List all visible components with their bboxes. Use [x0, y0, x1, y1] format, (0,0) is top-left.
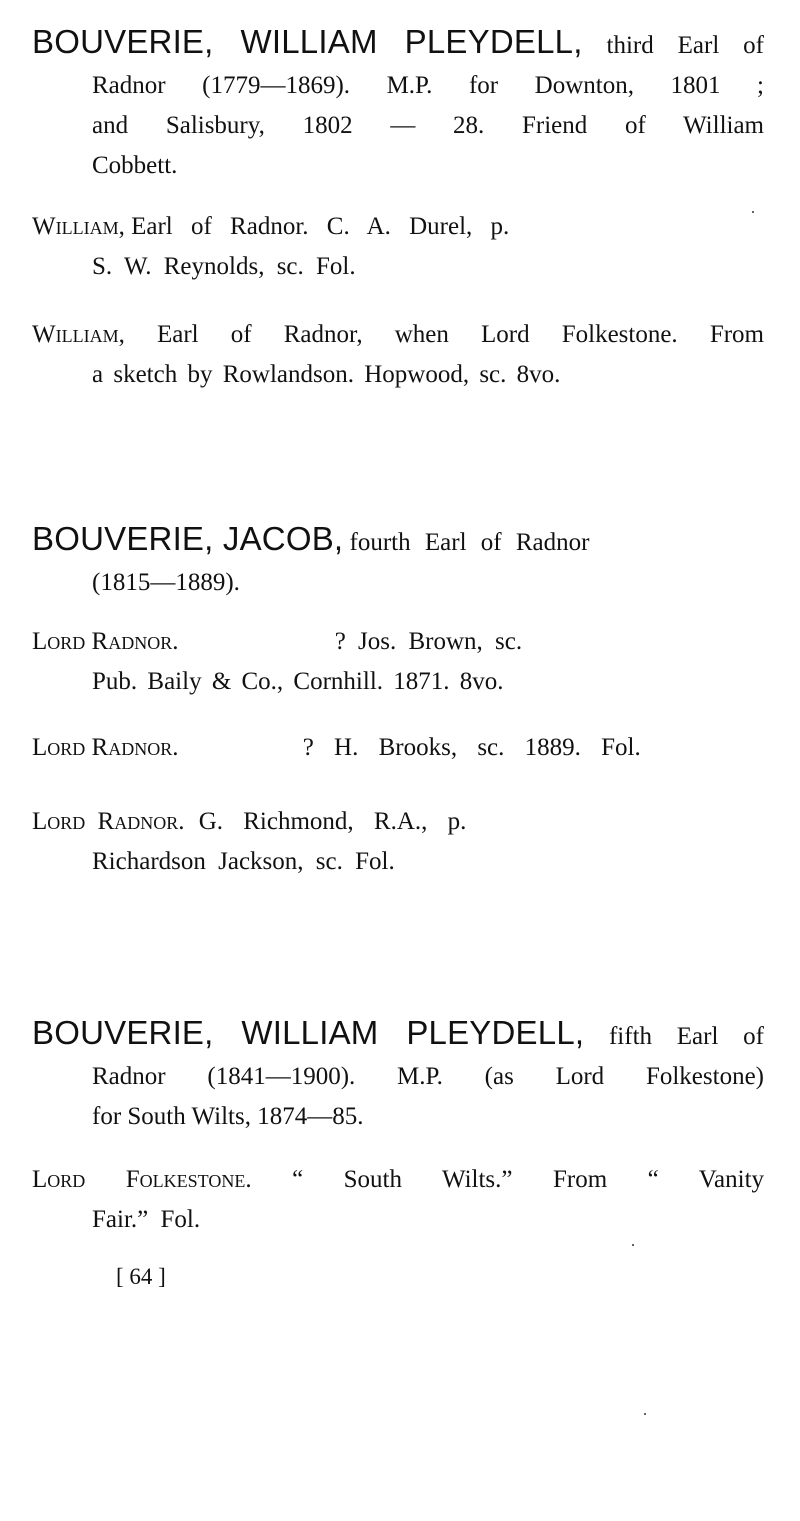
- entry-fifth-earl: [32, 1013, 764, 1137]
- entry-heading-line: Radnor (1779—1869). M.P. for Downton, 1801 ;: [92, 72, 764, 99]
- scan-speck: [644, 1413, 646, 1415]
- entry-name: BOUVERIE, WILLIAM PLEYDELL,: [32, 23, 583, 60]
- portrait-line: Pub. Baily & Co., Cornhill. 1871. 8vo.: [92, 668, 504, 695]
- entry-name: BOUVERIE, WILLIAM PLEYDELL,: [32, 1014, 585, 1051]
- portrait-caption: William,: [32, 213, 125, 240]
- entry-title: third Earl of: [606, 32, 765, 59]
- portrait-details: ? Jos. Brown, sc.: [334, 628, 523, 655]
- portrait-line: S. W. Reynolds, sc. Fol.: [92, 253, 356, 280]
- entry-heading-line: [32, 519, 764, 563]
- portrait-entry: [32, 728, 764, 768]
- entry-heading-line: [32, 22, 764, 66]
- entry-title: fourth Earl of Radnor: [349, 529, 590, 556]
- portrait-line: [32, 728, 764, 768]
- portrait-entry: [32, 315, 764, 395]
- portrait-entry: [32, 1160, 764, 1240]
- entry-fourth-earl: [32, 519, 764, 603]
- entry-heading-line: [32, 1013, 764, 1057]
- scan-speck: [632, 1244, 634, 1246]
- entry-heading-line: Cobbett.: [92, 152, 178, 179]
- portrait-line: [32, 207, 764, 247]
- entry-third-earl: [32, 22, 764, 186]
- portrait-caption: Lord Radnor.: [32, 628, 179, 655]
- portrait-details: “ South Wilts.” From “ Vanity: [292, 1166, 765, 1193]
- portrait-details: Earl of Radnor, when Lord Folkestone. From: [156, 321, 764, 348]
- portrait-line: [32, 802, 764, 842]
- portrait-line: [32, 1160, 764, 1200]
- portrait-details: ? H. Brooks, sc. 1889. Fol.: [302, 734, 641, 761]
- portrait-line: a sketch by Rowlandson. Hopwood, sc. 8vo.: [92, 361, 561, 388]
- portrait-entry: [32, 622, 764, 702]
- portrait-details: Earl of Radnor. C. A. Durel, p.: [131, 213, 510, 240]
- portrait-caption: William,: [32, 321, 125, 348]
- portrait-caption: Lord Radnor.: [32, 808, 185, 835]
- entry-heading-line: and Salisbury, 1802 — 28. Friend of William: [92, 112, 764, 139]
- portrait-entry: [32, 802, 764, 882]
- portrait-line: Richardson Jackson, sc. Fol.: [92, 848, 395, 875]
- portrait-entry: [32, 207, 764, 287]
- scan-speck: [752, 211, 754, 213]
- entry-heading-line: (1815—1889).: [92, 569, 240, 596]
- portrait-line: [32, 622, 764, 662]
- entry-heading-line: for South Wilts, 1874—85.: [92, 1103, 364, 1130]
- portrait-line: Fair.” Fol.: [92, 1206, 201, 1233]
- entry-heading-line: Radnor (1841—1900). M.P. (as Lord Folkestone): [92, 1063, 764, 1090]
- portrait-caption: Lord Radnor.: [32, 734, 179, 761]
- page-number: [ 64 ]: [116, 1264, 166, 1289]
- portrait-details: G. Richmond, R.A., p.: [198, 808, 467, 835]
- entry-name: BOUVERIE, JACOB,: [32, 520, 344, 557]
- portrait-line: [32, 315, 764, 355]
- portrait-caption: Lord Folkestone.: [32, 1166, 252, 1193]
- entry-title: fifth Earl of: [608, 1023, 764, 1050]
